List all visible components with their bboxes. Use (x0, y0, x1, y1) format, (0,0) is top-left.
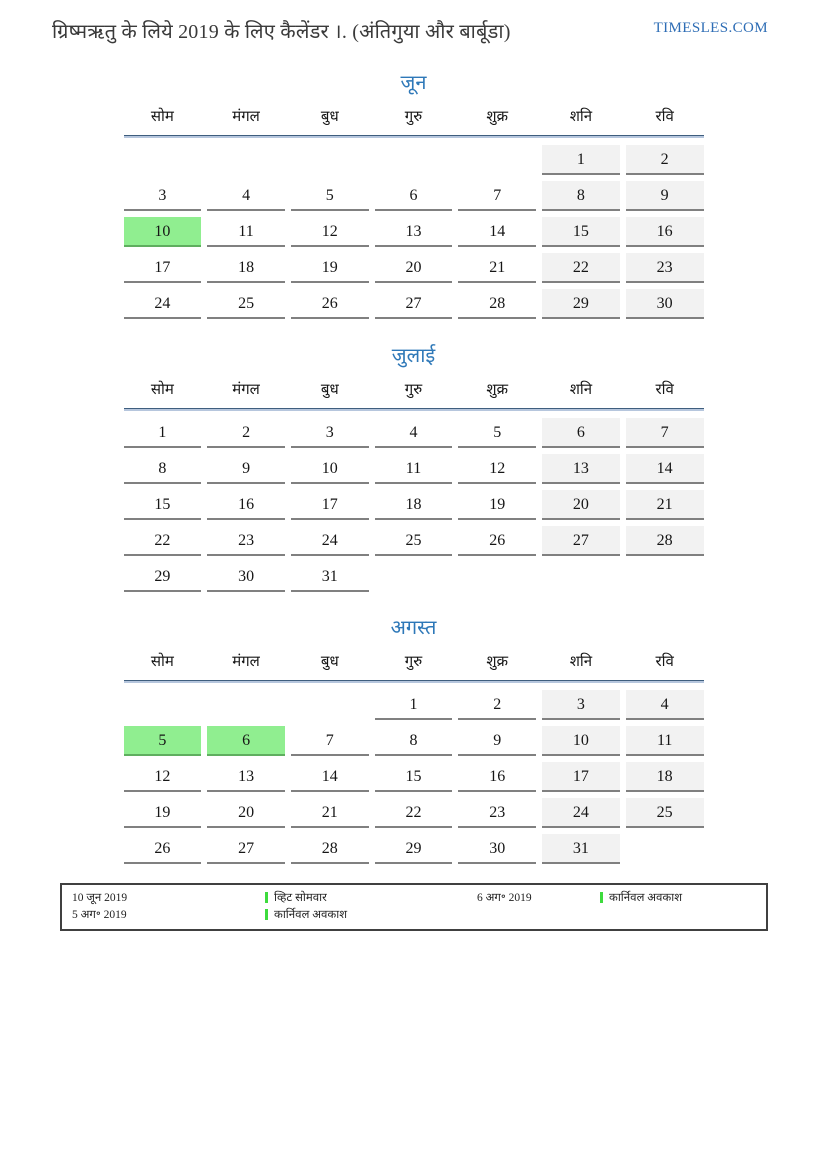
weekday-header-row (124, 368, 704, 408)
day-cell: 26 (291, 289, 369, 319)
day-cell: 31 (291, 562, 369, 592)
weekday-label: मंगल (232, 109, 260, 125)
weekday-label: मंगल (232, 382, 260, 398)
day-cell: 22 (124, 526, 202, 556)
weekend-day-cell: 10 (542, 726, 620, 756)
weekday-header-row (124, 640, 704, 680)
legend-label-text: कार्निवल अवकाश (274, 908, 348, 921)
weekend-day-cell: 7 (626, 418, 704, 448)
day-cell: 13 (375, 217, 453, 247)
weekend-day-cell: 14 (626, 454, 704, 484)
holiday-marker-icon (265, 909, 268, 920)
day-cell: 19 (291, 253, 369, 283)
day-cell: 27 (207, 834, 285, 864)
day-cell: 7 (458, 181, 536, 211)
weekend-day-cell: 17 (542, 762, 620, 792)
day-cell: 21 (291, 798, 369, 828)
weekday-label: मंगल (232, 654, 260, 670)
day-cell: 15 (124, 490, 202, 520)
day-cell: 16 (458, 762, 536, 792)
day-cell: 14 (458, 217, 536, 247)
weekend-day-cell: 3 (542, 690, 620, 720)
day-cell: 28 (291, 834, 369, 864)
legend-empty-cell (477, 907, 600, 922)
day-grid (124, 145, 704, 319)
month-title: जुलाई (391, 345, 436, 367)
empty-cell (458, 145, 536, 175)
day-cell: 18 (207, 253, 285, 283)
weekday-label: गुरु (404, 654, 423, 670)
day-cell: 23 (207, 526, 285, 556)
weekend-day-cell: 6 (542, 418, 620, 448)
weekday-label: गुरु (404, 109, 423, 125)
day-cell: 20 (207, 798, 285, 828)
empty-cell (124, 690, 202, 720)
empty-cell (458, 562, 536, 592)
day-cell: 3 (291, 418, 369, 448)
day-cell: 2 (458, 690, 536, 720)
weekday-label: शनि (569, 382, 593, 398)
weekday-label: रवि (655, 109, 674, 125)
legend-label (600, 890, 758, 905)
day-cell: 26 (458, 526, 536, 556)
day-cell: 3 (124, 181, 202, 211)
weekend-day-cell: 27 (542, 526, 620, 556)
weekday-label: रवि (655, 654, 674, 670)
legend-date: 5 अग॰ 2019 (72, 909, 127, 921)
month-title: अगस्त (390, 617, 437, 639)
day-cell: 28 (458, 289, 536, 319)
holiday-legend (60, 883, 768, 931)
weekday-label: शनि (569, 654, 593, 670)
day-cell: 26 (124, 834, 202, 864)
weekend-day-cell: 31 (542, 834, 620, 864)
day-cell: 12 (291, 217, 369, 247)
day-cell: 21 (458, 253, 536, 283)
weekend-day-cell: 16 (626, 217, 704, 247)
day-cell: 2 (207, 418, 285, 448)
empty-cell (207, 145, 285, 175)
day-cell: 27 (375, 289, 453, 319)
weekend-day-cell: 22 (542, 253, 620, 283)
page-header (0, 0, 827, 44)
weekday-label: सोम (150, 654, 174, 670)
month-july (124, 341, 704, 592)
weekend-day-cell: 2 (626, 145, 704, 175)
weekend-day-cell: 9 (626, 181, 704, 211)
day-cell: 20 (375, 253, 453, 283)
day-cell: 25 (375, 526, 453, 556)
day-cell: 9 (207, 454, 285, 484)
holiday-day-cell: 10 (124, 217, 202, 247)
weekend-day-cell: 11 (626, 726, 704, 756)
day-cell: 4 (375, 418, 453, 448)
weekday-label: शुक्र (486, 382, 509, 398)
weekend-day-cell: 1 (542, 145, 620, 175)
day-grid (124, 690, 704, 864)
weekday-label: बुध (320, 382, 339, 398)
legend-date: 6 अग॰ 2019 (477, 892, 532, 904)
day-cell: 6 (375, 181, 453, 211)
empty-cell (291, 690, 369, 720)
brand-link[interactable]: TIMESLES.COM (653, 20, 768, 36)
day-cell: 17 (291, 490, 369, 520)
day-cell: 11 (375, 454, 453, 484)
day-cell: 5 (458, 418, 536, 448)
day-cell: 24 (291, 526, 369, 556)
weekend-day-cell: 24 (542, 798, 620, 828)
day-cell: 9 (458, 726, 536, 756)
day-cell: 23 (458, 798, 536, 828)
month-august (124, 613, 704, 864)
weekday-label: गुरु (404, 382, 423, 398)
header-rule (124, 408, 704, 411)
day-cell: 12 (124, 762, 202, 792)
empty-cell (542, 562, 620, 592)
empty-cell (626, 562, 704, 592)
weekday-label: बुध (320, 109, 339, 125)
day-cell: 5 (291, 181, 369, 211)
day-cell: 1 (124, 418, 202, 448)
day-cell: 19 (124, 798, 202, 828)
weekday-label: शुक्र (486, 654, 509, 670)
holiday-day-cell: 6 (207, 726, 285, 756)
day-cell: 18 (375, 490, 453, 520)
weekend-day-cell: 18 (626, 762, 704, 792)
day-cell: 29 (124, 562, 202, 592)
empty-cell (207, 690, 285, 720)
day-grid (124, 418, 704, 592)
weekend-day-cell: 8 (542, 181, 620, 211)
weekday-label: बुध (320, 654, 339, 670)
empty-cell (375, 562, 453, 592)
legend-label-text: कार्निवल अवकाश (609, 891, 683, 904)
day-cell: 17 (124, 253, 202, 283)
weekday-header-row (124, 95, 704, 135)
weekend-day-cell: 21 (626, 490, 704, 520)
weekend-day-cell: 20 (542, 490, 620, 520)
day-cell: 30 (458, 834, 536, 864)
month-title: जून (400, 72, 427, 94)
header-rule (124, 680, 704, 683)
weekend-day-cell: 15 (542, 217, 620, 247)
page-title: ग्रिष्मऋतु के लिये 2019 के लिए कैलेंडर ।. (अंतिगुया और बार्बूडा) (52, 21, 511, 43)
holiday-day-cell: 5 (124, 726, 202, 756)
day-cell: 13 (207, 762, 285, 792)
weekday-label: सोम (150, 382, 174, 398)
weekday-label: सोम (150, 109, 174, 125)
weekend-day-cell: 13 (542, 454, 620, 484)
day-cell: 30 (207, 562, 285, 592)
holiday-marker-icon (600, 892, 603, 903)
weekday-label: शुक्र (486, 109, 509, 125)
day-cell: 15 (375, 762, 453, 792)
day-cell: 4 (207, 181, 285, 211)
day-cell: 22 (375, 798, 453, 828)
legend-empty-cell (600, 907, 758, 922)
holiday-marker-icon (265, 892, 268, 903)
weekend-day-cell: 28 (626, 526, 704, 556)
weekday-label: शनि (569, 109, 593, 125)
weekend-day-cell: 4 (626, 690, 704, 720)
day-cell: 10 (291, 454, 369, 484)
empty-cell (626, 834, 704, 864)
day-cell: 19 (458, 490, 536, 520)
month-june (124, 68, 704, 319)
empty-cell (124, 145, 202, 175)
legend-label-text: व्हिट सोमवार (274, 891, 327, 904)
day-cell: 24 (124, 289, 202, 319)
day-cell: 11 (207, 217, 285, 247)
months-container (0, 68, 827, 864)
weekend-day-cell: 30 (626, 289, 704, 319)
legend-date: 10 जून 2019 (72, 892, 128, 904)
weekend-day-cell: 25 (626, 798, 704, 828)
day-cell: 8 (375, 726, 453, 756)
day-cell: 14 (291, 762, 369, 792)
weekend-day-cell: 23 (626, 253, 704, 283)
empty-cell (375, 145, 453, 175)
day-cell: 7 (291, 726, 369, 756)
day-cell: 12 (458, 454, 536, 484)
day-cell: 8 (124, 454, 202, 484)
day-cell: 1 (375, 690, 453, 720)
legend-label (265, 907, 477, 922)
day-cell: 29 (375, 834, 453, 864)
day-cell: 16 (207, 490, 285, 520)
weekday-label: रवि (655, 382, 674, 398)
day-cell: 25 (207, 289, 285, 319)
legend-label (265, 890, 477, 905)
header-rule (124, 135, 704, 138)
empty-cell (291, 145, 369, 175)
weekend-day-cell: 29 (542, 289, 620, 319)
